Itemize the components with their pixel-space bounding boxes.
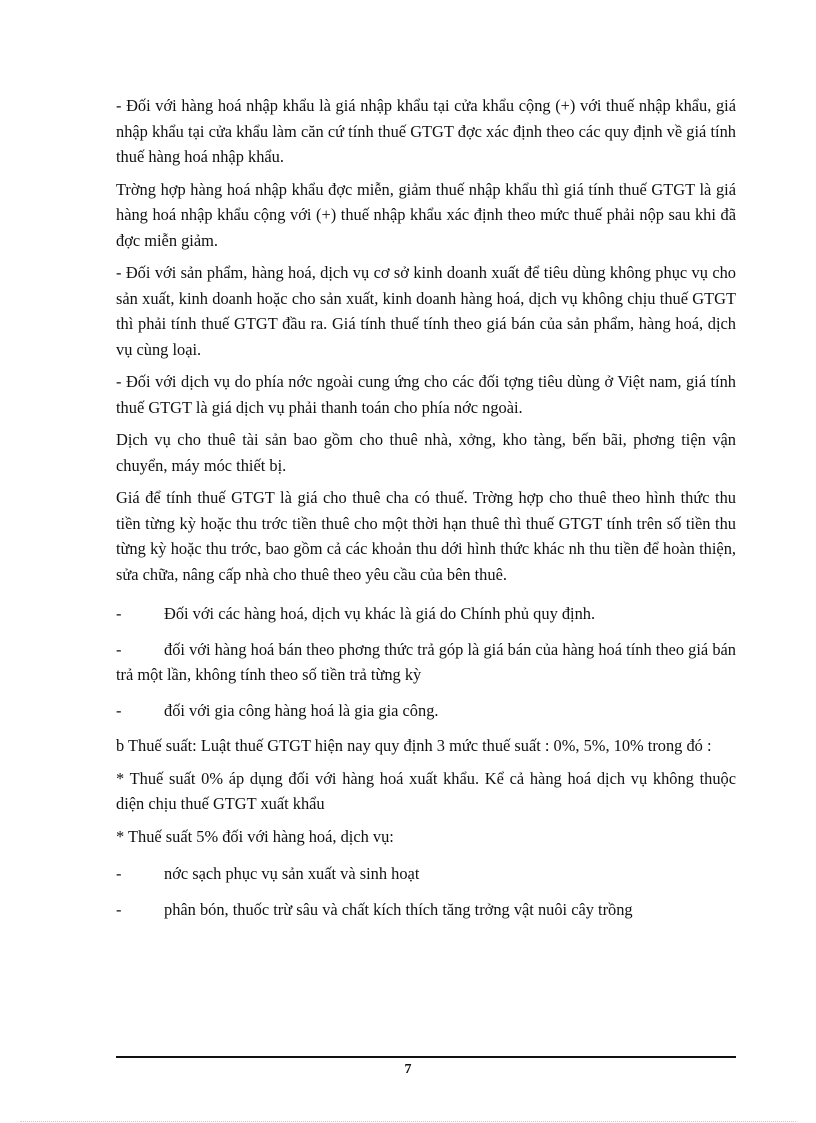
footer-divider xyxy=(116,1056,736,1058)
dash-bullet: - xyxy=(116,700,122,720)
paragraph: Giá để tính thuế GTGT là giá cho thuê cha có thuế. Trờng hợp cho thuê theo hình thức thu tiền từng kỳ hoặc thu trớc tiền thuê cho một thời hạn thuê thì thuế GTGT tính trên số tiền thu từng kỳ hoặc thu trớc, bao gồm cả các khoản thu dới hình thức khác nh thu tiền để hoàn thiện, sửa chữa, nâng cấp nhà cho thuê theo yêu cầu của bên thuê. xyxy=(116,488,736,584)
list-item-text: Đối với các hàng hoá, dịch vụ khác là giá do Chính phủ quy định. xyxy=(164,604,596,623)
dash-bullet: - xyxy=(116,864,122,883)
dash-bullet: - xyxy=(116,639,122,659)
paragraph: * Thuế suất 5% đối với hàng hoá, dịch vụ: xyxy=(116,826,394,846)
list-item-text: nớc sạch phục vụ sản xuất và sinh hoạt xyxy=(164,864,420,883)
paragraph: * Thuế suất 0% áp dụng đối với hàng hoá xuất khẩu. Kể cả hàng hoá dịch vụ không thuộc diện chịu thuế GTGT xuất khẩu xyxy=(116,768,736,813)
list-item xyxy=(116,637,736,688)
list-item xyxy=(116,897,736,923)
list-item-text: đối với hàng hoá bán theo phơng thức trả góp là giá bán của hàng hoá tính theo giá bán trả một lần, không tính theo số tiền trả từng kỳ xyxy=(116,639,736,684)
dash-bullet: - xyxy=(116,604,122,623)
list-item xyxy=(116,601,736,627)
page-number: 7 xyxy=(404,1062,412,1077)
paragraph: - Đối với sản phẩm, hàng hoá, dịch vụ cơ sở kinh doanh xuất để tiêu dùng không phục vụ cho sản xuất, kinh doanh hoặc cho sản xuất, kinh doanh hàng hoá, dịch vụ không chịu thuế GTGT thì phải tính thuế GTGT đầu ra. Giá tính thuế tính theo giá bán của sản phẩm, hàng hoá, dịch vụ cùng loại. xyxy=(116,263,736,359)
list-item xyxy=(116,861,736,887)
paragraph: - Đối với hàng hoá nhập khẩu là giá nhập khẩu tại cửa khẩu cộng (+) với thuế nhập khẩu, giá nhập khẩu tại cửa khẩu làm căn cứ tính thuế GTGT đợc xác định theo các quy định về giá tính thuế hàng hoá nhập khẩu. xyxy=(116,96,736,166)
paragraph: - Đối với dịch vụ do phía nớc ngoài cung ứng cho các đối tợng tiêu dùng ở Việt nam, giá tính thuế GTGT là giá dịch vụ phải thanh toán cho phía nớc ngoài. xyxy=(116,372,736,417)
list-item-text: phân bón, thuốc trừ sâu và chất kích thích tăng trởng vật nuôi cây trồng xyxy=(164,899,633,919)
paragraph: Dịch vụ cho thuê tài sản bao gồm cho thuê nhà, xởng, kho tàng, bến bãi, phơng tiện vận chuyển, máy móc thiết bị. xyxy=(116,430,736,475)
paragraph: Trờng hợp hàng hoá nhập khẩu đợc miễn, giảm thuế nhập khẩu thì giá tính thuế GTGT là giá hàng hoá nhập khẩu cộng với (+) thuế nhập khẩu xác định theo mức thuế phải nộp sau khi đã đợc miễn giảm. xyxy=(116,179,736,250)
list-item xyxy=(116,698,736,724)
list-item-text: đối với gia công hàng hoá là gia gia công. xyxy=(164,700,439,720)
dash-bullet: - xyxy=(116,899,122,919)
paragraph: b Thuế suất: Luật thuế GTGT hiện nay quy định 3 mức thuế suất : 0%, 5%, 10% trong đó : xyxy=(116,736,712,755)
page-edge-divider xyxy=(20,1121,796,1122)
document-body xyxy=(116,93,736,932)
